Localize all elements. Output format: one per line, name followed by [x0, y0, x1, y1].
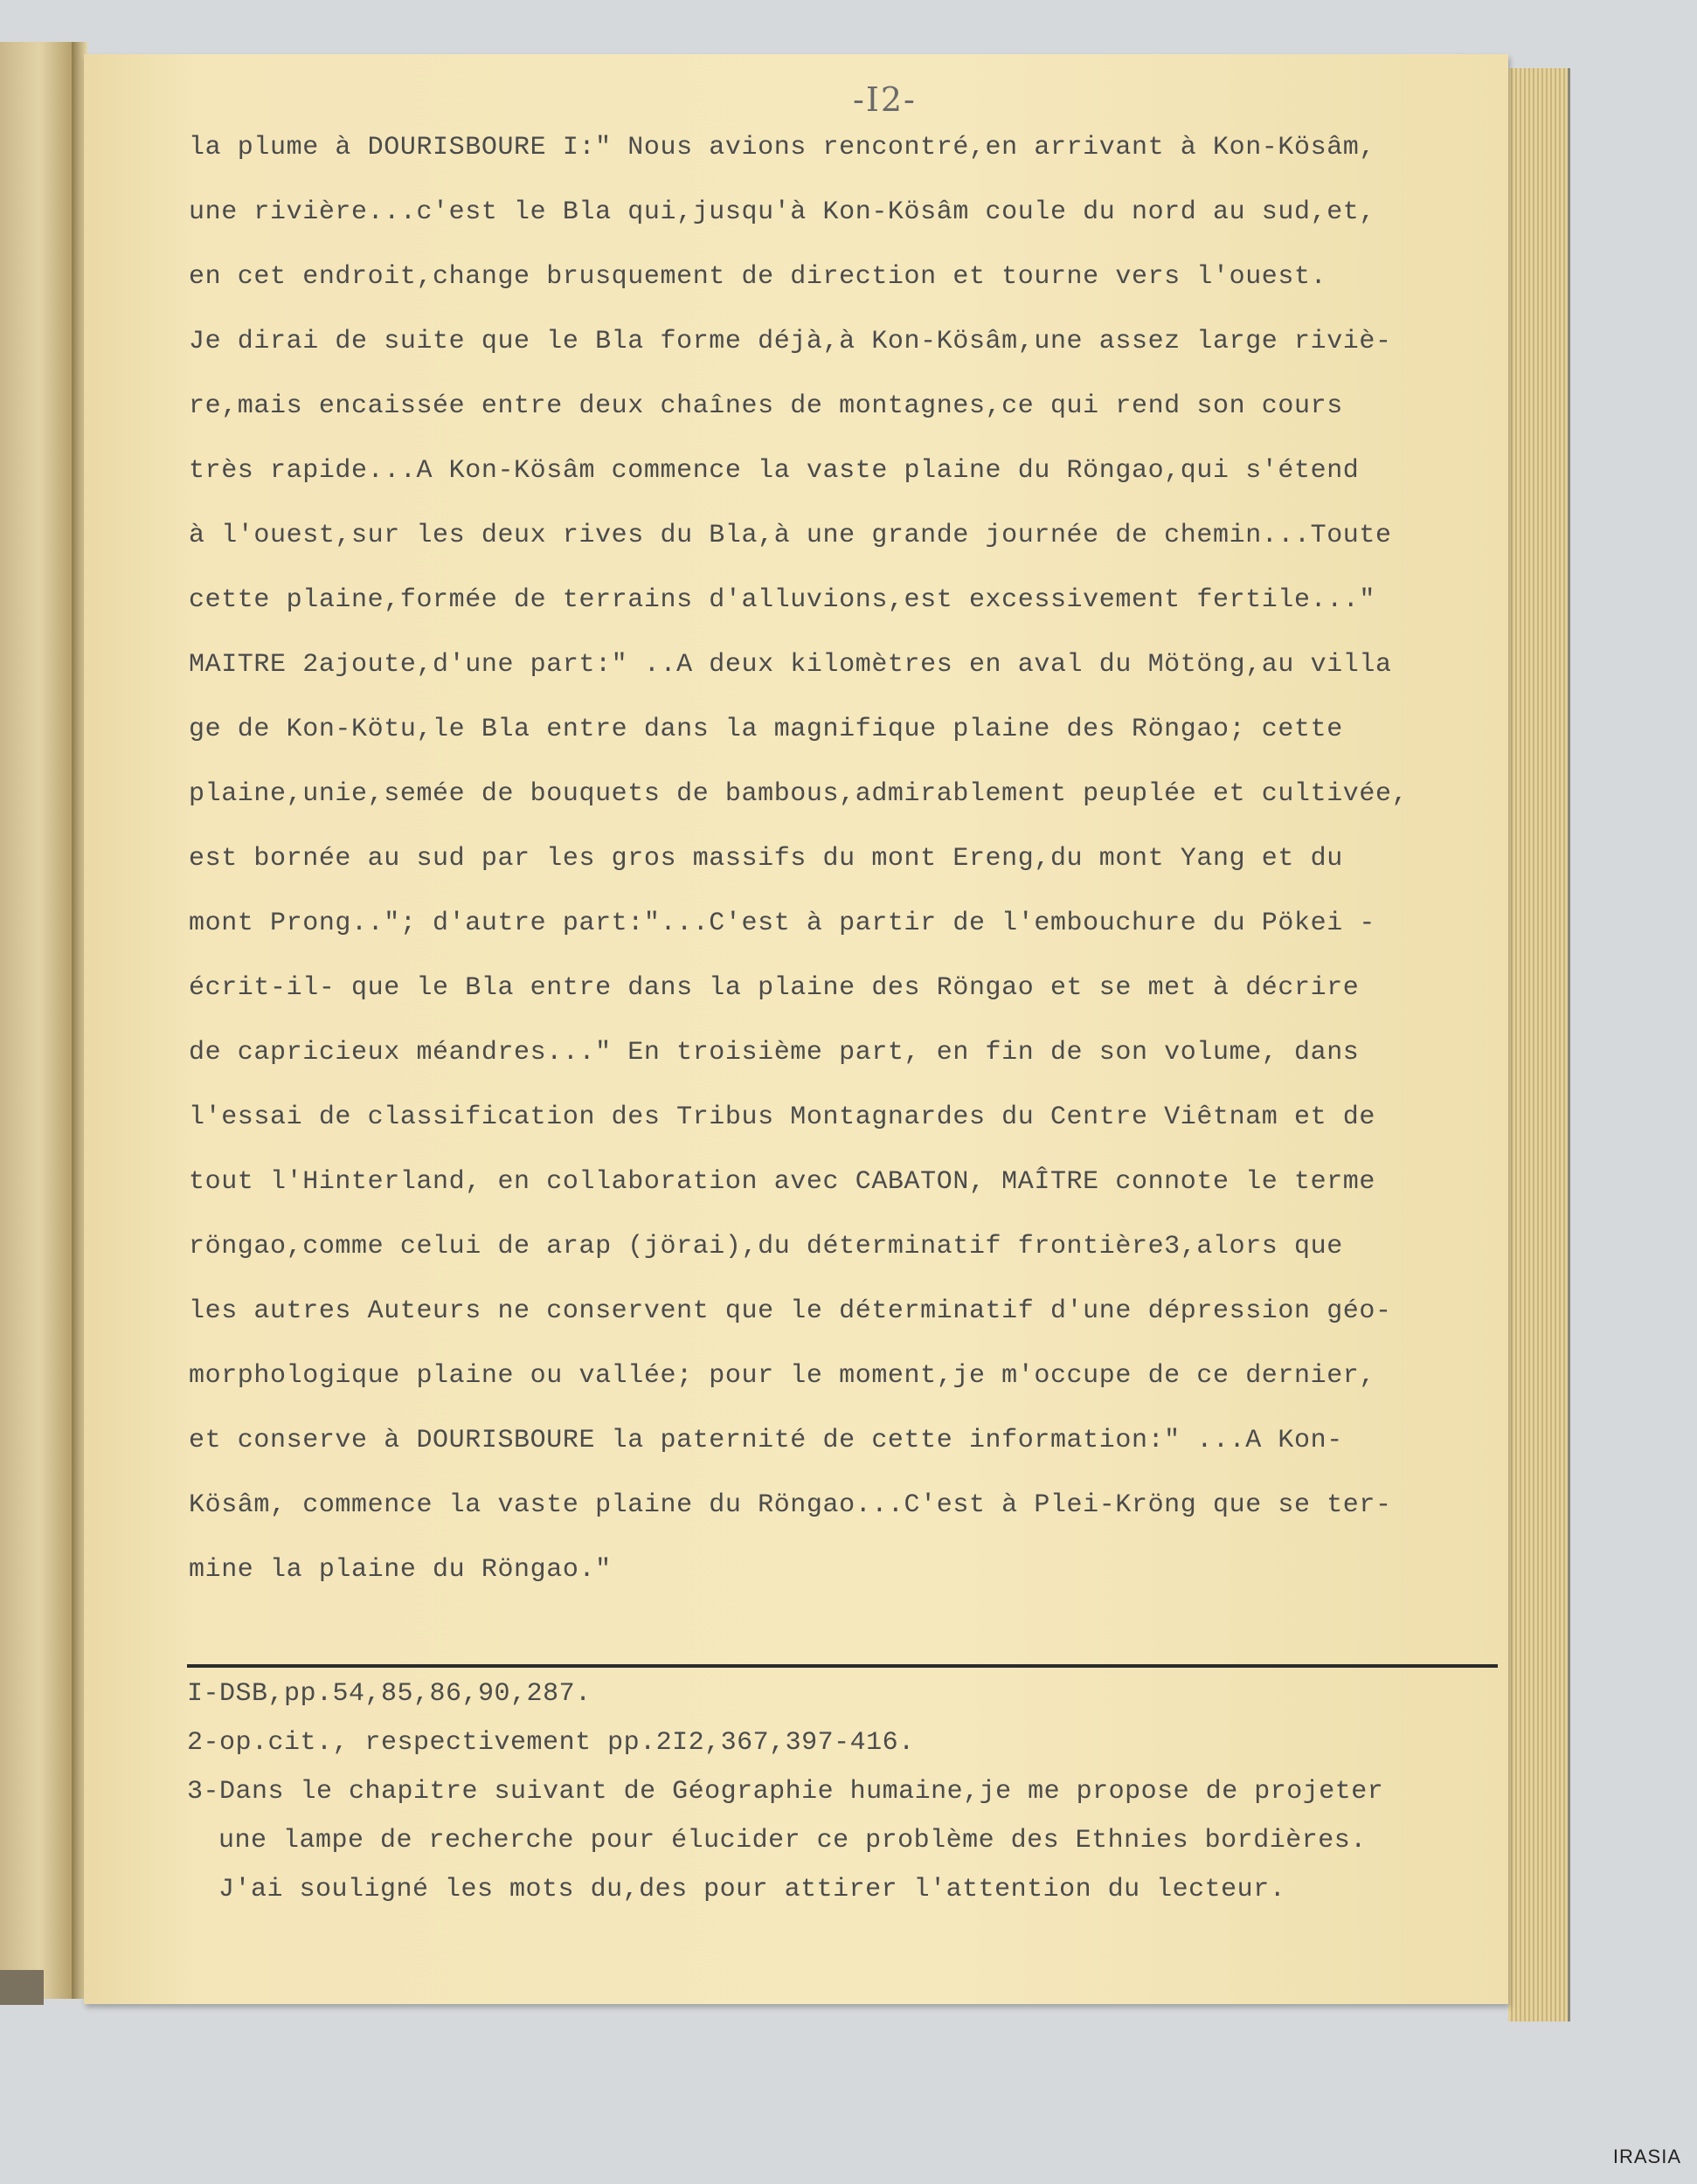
body-line: re,mais encaissée entre deux chaînes de montagnes,ce qui rend son cours — [189, 391, 1343, 421]
body-line: ge de Kon-Kötu,le Bla entre dans la magnifique plaine des Röngao; cette — [189, 715, 1343, 744]
body-line: l'essai de classification des Tribus Montagnardes du Centre Viêtnam et de — [189, 1102, 1376, 1132]
footnote-divider — [187, 1664, 1498, 1668]
footnote-line: 2-op.cit., respectivement pp.2I2,367,397-416. — [187, 1728, 915, 1758]
footnote-line: I-DSB,pp.54,85,86,90,287. — [187, 1679, 592, 1709]
body-line: mont Prong.."; d'autre part:"...C'est à partir de l'embouchure du Pökei - — [189, 909, 1376, 938]
body-line: röngao,comme celui de arap (jörai),du déterminatif frontière3,alors que — [189, 1232, 1343, 1261]
page-stack-edge — [1508, 68, 1570, 2022]
footnote-line: 3-Dans le chapitre suivant de Géographie humaine,je me propose de projeter — [187, 1777, 1384, 1807]
body-line: et conserve à DOURISBOURE la paternité de cette information:" ...A Kon- — [189, 1426, 1343, 1455]
body-line: cette plaine,formée de terrains d'alluvions,est excessivement fertile..." — [189, 585, 1376, 615]
page-number: -I2- — [853, 80, 917, 119]
binding-corner — [0, 1970, 44, 2005]
body-line: de capricieux méandres..." En troisième part, en fin de son volume, dans — [189, 1038, 1360, 1068]
body-line: morphologique plaine ou vallée; pour le moment,je m'occupe de ce dernier, — [189, 1361, 1376, 1391]
body-line: la plume à DOURISBOURE I:" Nous avions rencontré,en arrivant à Kon-Kösâm, — [189, 133, 1376, 162]
body-line: les autres Auteurs ne conservent que le déterminatif d'une dépression géo- — [189, 1296, 1392, 1326]
body-line: est bornée au sud par les gros massifs du mont Ereng,du mont Yang et du — [189, 844, 1343, 874]
watermark-label: IRASIA — [1612, 2146, 1681, 2167]
body-line: très rapide...A Kon-Kösâm commence la vaste plaine du Röngao,qui s'étend — [189, 456, 1360, 486]
body-line: mine la plaine du Röngao." — [189, 1555, 612, 1585]
body-line: Kösâm, commence la vaste plaine du Röngao...C'est à Plei-Kröng que se ter- — [189, 1490, 1392, 1520]
body-line: en cet endroit,change brusquement de direction et tourne vers l'ouest. — [189, 262, 1327, 292]
footnote-line: une lampe de recherche pour élucider ce problème des Ethnies bordières. — [218, 1826, 1367, 1856]
left-page-edge — [0, 42, 73, 1999]
book-page — [84, 54, 1508, 2004]
footnote-line: J'ai souligné les mots du,des pour attirer l'attention du lecteur. — [218, 1875, 1286, 1904]
body-line: Je dirai de suite que le Bla forme déjà,à Kon-Kösâm,une assez large riviè- — [189, 327, 1392, 356]
body-line: tout l'Hinterland, en collaboration avec CABATON, MAÎTRE connote le terme — [189, 1167, 1376, 1197]
body-line: plaine,unie,semée de bouquets de bambous,admirablement peuplée et cultivée, — [189, 779, 1409, 809]
body-line: MAITRE 2ajoute,d'une part:" ..A deux kilomètres en aval du Mötöng,au villa — [189, 650, 1392, 680]
body-line: écrit-il- que le Bla entre dans la plaine des Röngao et se met à décrire — [189, 973, 1360, 1003]
body-line: une rivière...c'est le Bla qui,jusqu'à Kon-Kösâm coule du nord au sud,et, — [189, 197, 1376, 227]
body-line: à l'ouest,sur les deux rives du Bla,à une grande journée de chemin...Toute — [189, 521, 1392, 550]
